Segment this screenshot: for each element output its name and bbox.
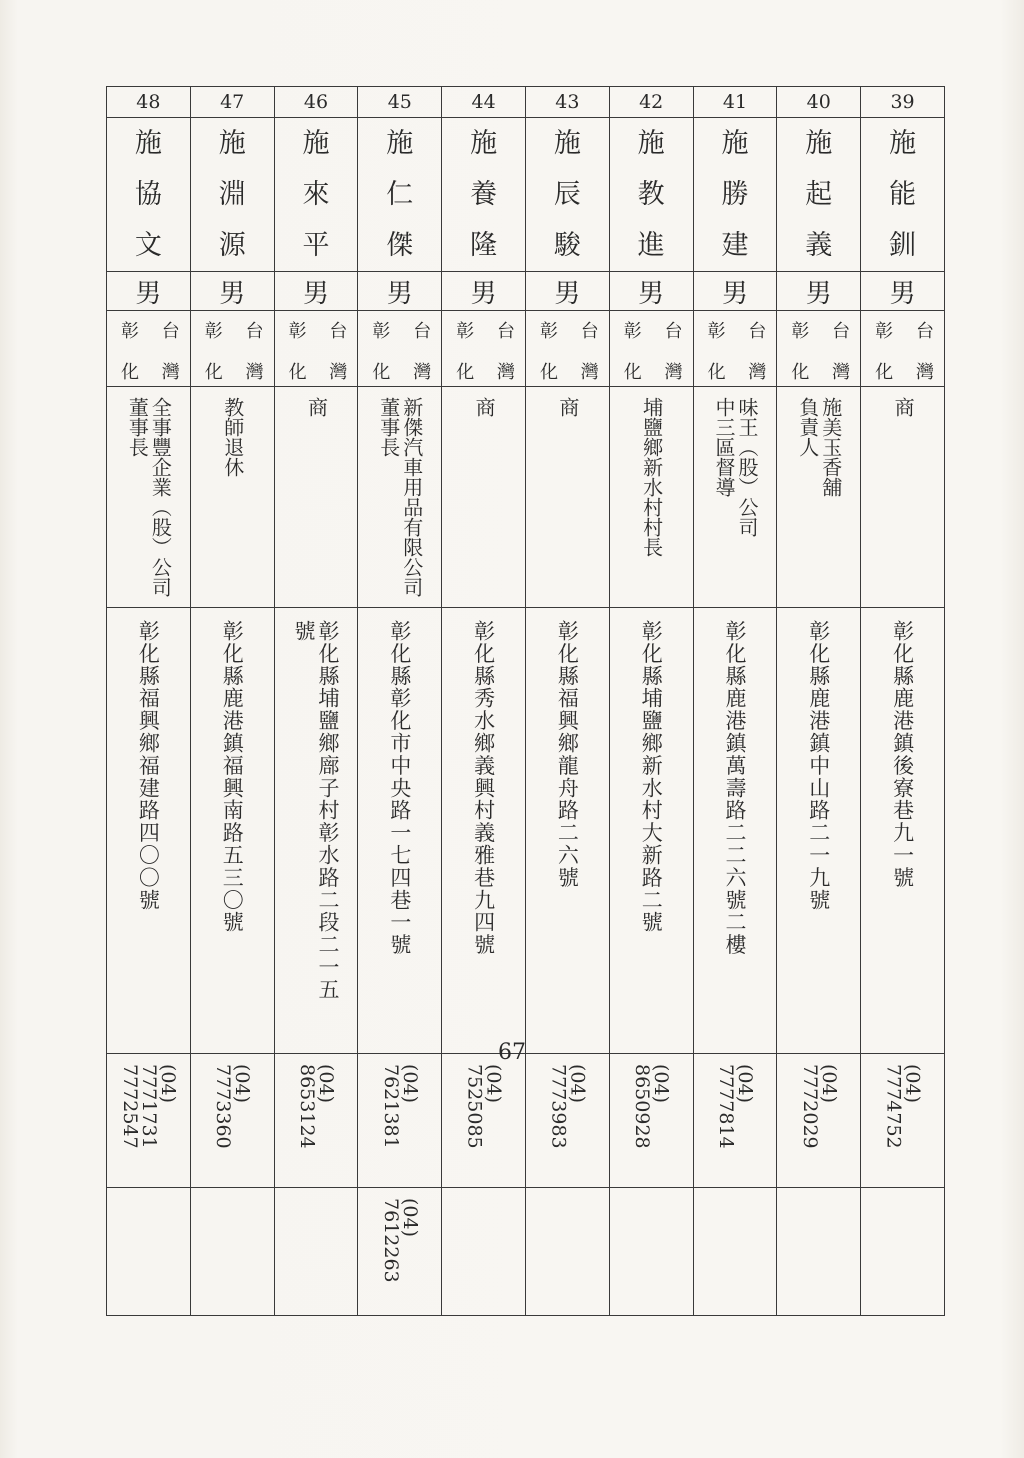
address-text: 彰化縣福興鄉福建路四〇〇號 [136, 620, 161, 912]
occupation-text: 商 [891, 397, 916, 417]
telephone-text: (04) [650, 1064, 673, 1104]
entry-origin-cell [609, 311, 693, 387]
origin-char: 灣 [161, 362, 180, 383]
telephone-text: 7525085 [463, 1064, 486, 1149]
origin-char: 化 [539, 362, 558, 383]
origin-char: 彰 [456, 321, 475, 342]
entry-number: 44 [442, 87, 526, 118]
telephone-text: (04) [482, 1064, 505, 1104]
origin-char: 彰 [204, 321, 223, 342]
occupation-text: 施美玉香舖 [818, 397, 843, 497]
entry-number: 42 [609, 87, 693, 118]
address-text: 彰化縣秀水鄉義興村義雅巷九四號 [471, 620, 496, 956]
entry-telephone-cell [190, 1054, 274, 1188]
entry-number: 39 [861, 87, 945, 118]
occupation-text: 中三區督導 [711, 397, 736, 497]
entry-occupation-cell [442, 387, 526, 608]
entry-number: 43 [525, 87, 609, 118]
origin-char: 灣 [832, 362, 851, 383]
name-char: 文 [134, 230, 162, 261]
origin-char: 化 [288, 362, 307, 383]
entry-address-cell [442, 608, 526, 1054]
origin-char: 台 [664, 321, 683, 342]
row-name [107, 118, 945, 272]
address-text: 彰化縣彰化市中央路一七四巷一號 [387, 620, 412, 956]
origin-char: 彰 [372, 321, 391, 342]
entry-telephone-cell [525, 1054, 609, 1188]
origin-char: 化 [456, 362, 475, 383]
entry-telephone-alt-cell [274, 1188, 358, 1316]
telephone-text: 7774752 [882, 1064, 905, 1149]
origin-char: 化 [121, 362, 139, 383]
entry-name-cell [442, 118, 526, 272]
entry-occupation-cell [861, 387, 945, 608]
entry-origin-cell [777, 311, 861, 387]
occupation-text: 埔鹽鄉新水村村長 [639, 397, 664, 557]
telephone-text: (04) [566, 1064, 589, 1104]
address-text: 彰化縣福興鄉龍舟路二六號 [555, 620, 580, 889]
telephone-text: 8650928 [631, 1064, 654, 1149]
telephone-text: (04) [398, 1064, 421, 1104]
entry-gender: 男 [442, 272, 526, 311]
name-char: 駿 [553, 230, 581, 261]
telephone-text: (04) [314, 1064, 337, 1104]
name-char: 施 [637, 128, 665, 159]
entry-gender: 男 [693, 272, 777, 311]
entry-origin-cell [861, 311, 945, 387]
entry-number: 41 [693, 87, 777, 118]
telephone-text: (04) [733, 1064, 756, 1104]
origin-char: 台 [915, 321, 934, 342]
row-number [107, 87, 945, 118]
name-char: 施 [302, 128, 330, 159]
origin-char: 彰 [707, 321, 726, 342]
telephone-text: 7777814 [714, 1064, 737, 1149]
address-text: 彰化縣鹿港鎮萬壽路二二六號二樓 [723, 620, 747, 956]
name-char: 來 [302, 179, 330, 210]
origin-char: 彰 [623, 321, 642, 342]
entry-name-cell [609, 118, 693, 272]
origin-char: 台 [496, 321, 515, 342]
name-char: 協 [134, 179, 162, 210]
telephone-text: (04) [901, 1064, 924, 1104]
entry-occupation-cell [693, 387, 777, 608]
entry-telephone-cell [358, 1054, 442, 1188]
name-char: 起 [805, 179, 833, 210]
origin-char: 台 [580, 321, 599, 342]
origin-char: 台 [161, 321, 180, 342]
entry-address-cell [777, 608, 861, 1054]
row-occupation [107, 387, 945, 608]
row-origin [107, 311, 945, 387]
entry-gender: 男 [861, 272, 945, 311]
entry-telephone-alt-cell [190, 1188, 274, 1316]
occupation-text: 負責人 [795, 397, 820, 457]
telephone-text: 7773360 [212, 1064, 235, 1149]
entry-telephone-cell [274, 1054, 358, 1188]
entry-origin-cell [190, 311, 274, 387]
entry-number: 46 [274, 87, 358, 118]
page-number: 67 [498, 1040, 526, 1065]
origin-char: 化 [204, 362, 223, 383]
name-char: 仁 [386, 179, 414, 210]
entry-origin-cell [693, 311, 777, 387]
entry-telephone-cell [777, 1054, 861, 1188]
entry-name-cell [861, 118, 945, 272]
entry-address-cell [525, 608, 609, 1054]
entry-name-cell [693, 118, 777, 272]
entry-gender: 男 [777, 272, 861, 311]
occupation-text: 新傑汽車用品有限公司 [399, 397, 424, 597]
telephone-text: 7772029 [798, 1064, 821, 1149]
name-char: 施 [721, 128, 749, 159]
entry-telephone-alt-cell [442, 1188, 526, 1316]
origin-char: 台 [329, 321, 348, 342]
origin-char: 台 [413, 321, 432, 342]
entry-number: 40 [777, 87, 861, 118]
row-telephone [107, 1054, 945, 1188]
address-text: 彰化縣鹿港鎮後寮巷九一號 [890, 620, 915, 889]
entry-address-cell [861, 608, 945, 1054]
telephone-text: 7621381 [379, 1064, 402, 1149]
telephone-text: 7772547 [118, 1064, 141, 1149]
entry-name-cell [777, 118, 861, 272]
entry-name-cell [358, 118, 442, 272]
entry-telephone-cell [861, 1054, 945, 1188]
member-register-table [106, 86, 945, 1316]
name-char: 建 [721, 230, 749, 261]
name-char: 平 [302, 230, 330, 261]
entry-telephone-alt-cell [693, 1188, 777, 1316]
entry-occupation-cell [609, 387, 693, 608]
origin-char: 灣 [664, 362, 683, 383]
origin-char: 台 [245, 321, 264, 342]
entry-address-cell [190, 608, 274, 1054]
entry-gender: 男 [107, 272, 191, 311]
origin-char: 灣 [748, 362, 767, 383]
entry-number: 47 [190, 87, 274, 118]
occupation-text: 商 [304, 397, 329, 417]
entry-gender: 男 [190, 272, 274, 311]
entry-telephone-cell [442, 1054, 526, 1188]
entry-address-cell [274, 608, 358, 1054]
entry-address-cell [609, 608, 693, 1054]
name-char: 進 [637, 230, 665, 261]
entry-occupation-cell [274, 387, 358, 608]
name-char: 養 [470, 179, 498, 210]
occupation-text: 商 [472, 397, 497, 417]
name-char: 勝 [721, 179, 749, 210]
telephone-text: 8653124 [295, 1064, 318, 1149]
name-char: 釧 [889, 230, 917, 261]
name-char: 施 [218, 128, 246, 159]
entry-origin-cell [274, 311, 358, 387]
entry-number: 45 [358, 87, 442, 118]
entry-telephone-alt-cell [777, 1188, 861, 1316]
entry-gender: 男 [358, 272, 442, 311]
entry-telephone-alt-cell [861, 1188, 945, 1316]
telephone-alt-text: (04) [398, 1198, 421, 1238]
telephone-text: (04) [231, 1064, 254, 1104]
name-char: 施 [889, 128, 917, 159]
address-text: 彰化縣埔鹽鄉新水村大新路二號 [639, 620, 664, 934]
entry-occupation-cell [358, 387, 442, 608]
entry-name-cell [190, 118, 274, 272]
row-gender [107, 272, 945, 311]
occupation-text: 教師退休 [220, 397, 245, 477]
entry-origin-cell [442, 311, 526, 387]
telephone-text: (04) [156, 1064, 179, 1104]
origin-char: 彰 [791, 321, 810, 342]
origin-char: 灣 [915, 362, 934, 383]
address-text: 號 [291, 620, 316, 643]
address-text: 彰化縣鹿港鎮福興南路五三〇號 [220, 620, 245, 934]
origin-char: 彰 [121, 321, 139, 342]
entry-telephone-cell [107, 1054, 191, 1188]
occupation-text: 董事長 [376, 397, 401, 457]
name-char: 隆 [470, 230, 498, 261]
origin-char: 台 [832, 321, 851, 342]
origin-char: 灣 [580, 362, 599, 383]
entry-gender: 男 [525, 272, 609, 311]
entry-name-cell [274, 118, 358, 272]
telephone-text: (04) [817, 1064, 840, 1104]
name-char: 施 [386, 128, 414, 159]
row-telephone-alt [107, 1188, 945, 1316]
origin-char: 灣 [329, 362, 348, 383]
address-text: 彰化縣鹿港鎮中山路二一九號 [806, 620, 831, 912]
entry-occupation-cell [107, 387, 191, 608]
origin-char: 化 [372, 362, 391, 383]
telephone-text: 7773983 [547, 1064, 570, 1149]
entry-telephone-cell [609, 1054, 693, 1188]
entry-origin-cell [107, 311, 191, 387]
entry-address-cell [358, 608, 442, 1054]
occupation-text: 味王（股）公司 [734, 397, 759, 537]
entry-address-cell [693, 608, 777, 1054]
entry-address-cell [107, 608, 191, 1054]
telephone-alt-text: 7612263 [379, 1198, 402, 1283]
entry-number: 48 [107, 87, 191, 118]
name-char: 施 [134, 128, 162, 159]
name-char: 傑 [386, 230, 414, 261]
name-char: 源 [218, 230, 246, 261]
entry-occupation-cell [190, 387, 274, 608]
entry-telephone-cell [693, 1054, 777, 1188]
name-char: 施 [553, 128, 581, 159]
origin-char: 彰 [288, 321, 307, 342]
entry-name-cell [525, 118, 609, 272]
name-char: 能 [889, 179, 917, 210]
name-char: 辰 [553, 179, 581, 210]
name-char: 義 [805, 230, 833, 261]
origin-char: 台 [748, 321, 767, 342]
row-address [107, 608, 945, 1054]
entry-occupation-cell [777, 387, 861, 608]
entry-origin-cell [525, 311, 609, 387]
entry-telephone-alt-cell [107, 1188, 191, 1316]
origin-char: 彰 [875, 321, 894, 342]
name-char: 施 [470, 128, 498, 159]
origin-char: 彰 [539, 321, 558, 342]
entry-origin-cell [358, 311, 442, 387]
origin-char: 化 [791, 362, 810, 383]
address-text: 彰化縣埔鹽鄉廍子村彰水路二段二一五 [316, 620, 341, 1001]
telephone-text: 7771731 [137, 1064, 160, 1149]
occupation-text: 全事豐企業（股）公司 [148, 397, 173, 597]
entry-telephone-alt-cell [358, 1188, 442, 1316]
entry-telephone-alt-cell [609, 1188, 693, 1316]
name-char: 施 [805, 128, 833, 159]
name-char: 淵 [218, 179, 246, 210]
origin-char: 化 [707, 362, 726, 383]
origin-char: 灣 [496, 362, 515, 383]
origin-char: 灣 [413, 362, 432, 383]
occupation-text: 董事長 [125, 397, 150, 457]
origin-char: 灣 [245, 362, 264, 383]
origin-char: 化 [875, 362, 894, 383]
entry-occupation-cell [525, 387, 609, 608]
occupation-text: 商 [555, 397, 580, 417]
entry-telephone-alt-cell [525, 1188, 609, 1316]
origin-char: 化 [623, 362, 642, 383]
entry-name-cell [107, 118, 191, 272]
name-char: 教 [637, 179, 665, 210]
entry-gender: 男 [274, 272, 358, 311]
entry-gender: 男 [609, 272, 693, 311]
